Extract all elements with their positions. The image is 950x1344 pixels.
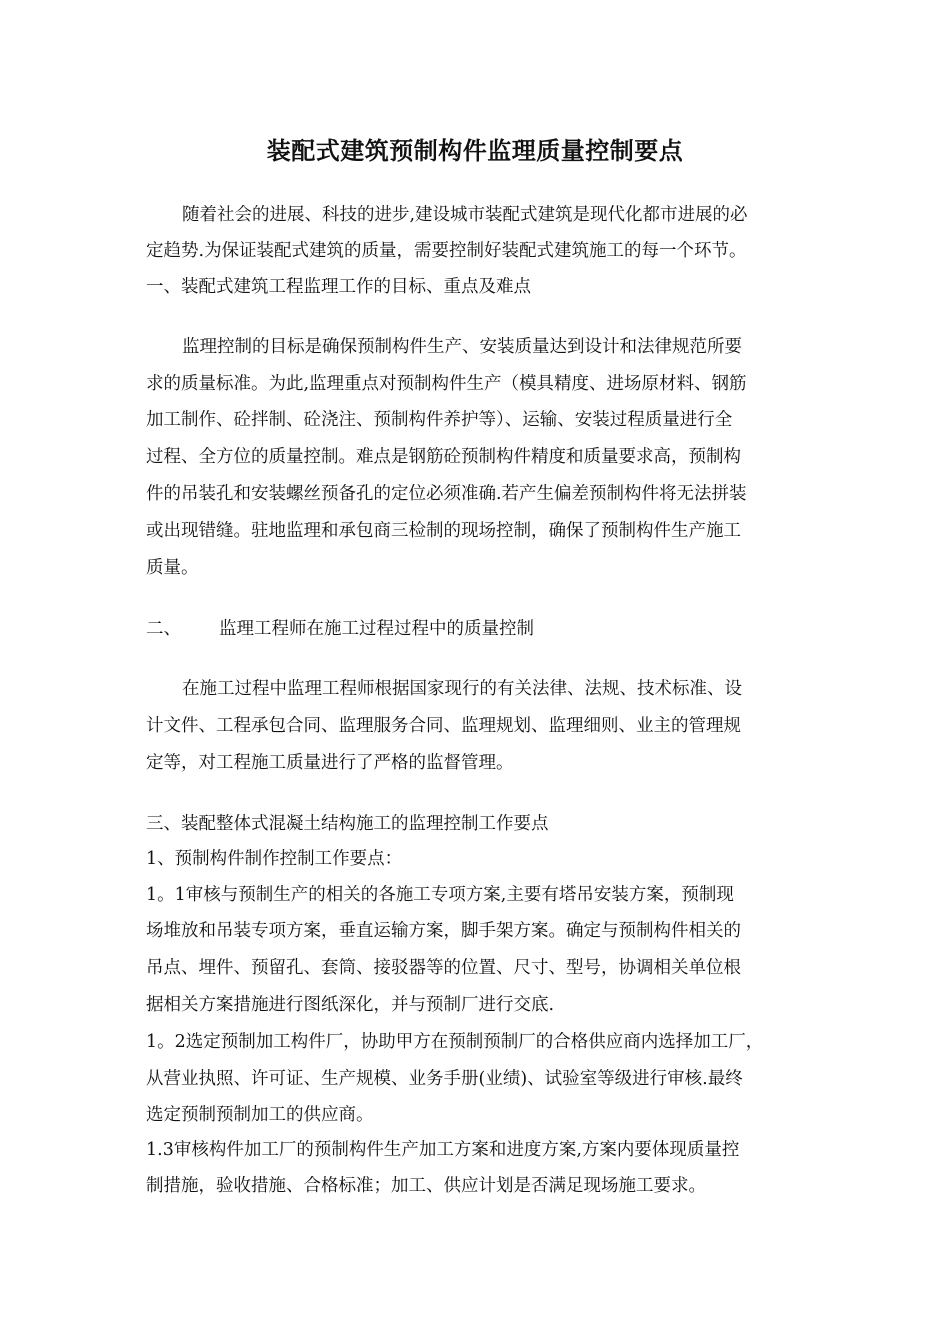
section1-heading: 一、装配式建筑工程监理工作的目标、重点及难点 bbox=[146, 277, 531, 297]
item-1-3-line: 1.3审核构件加工厂的预制构件生产加工方案和进度方案,方案内要体现质量控 bbox=[146, 1140, 740, 1160]
item-1-1-line: 据相关方案措施进行图纸深化，并与预制厂进行交底. bbox=[146, 995, 555, 1015]
intro-line-2: 定趋势.为保证装配式建筑的质量，需要控制好装配式建筑施工的每一个环节。 bbox=[146, 241, 747, 261]
item-1-2-line: 选定预制预制加工的供应商。 bbox=[146, 1105, 374, 1125]
section1-paragraph-line: 或出现错缝。驻地监理和承包商三检制的现场控制，确保了预制构件生产施工 bbox=[146, 521, 741, 541]
item-1-3-line: 制措施，验收措施、合格标准；加工、供应计划是否满足现场施工要求。 bbox=[146, 1176, 706, 1196]
section2-number: 二、 bbox=[146, 619, 181, 639]
section2-paragraph-line: 定等，对工程施工质量进行了严格的监督管理。 bbox=[146, 753, 514, 773]
document-title: 装配式建筑预制构件监理质量控制要点 bbox=[266, 137, 684, 165]
item-1-2-line: 从营业执照、许可证、生产规模、业务手册(业绩)、试验室等级进行审核.最终 bbox=[146, 1069, 743, 1089]
section1-paragraph-line: 质量。 bbox=[146, 558, 199, 578]
item-1-1-line: 1。1审核与预制生产的相关的各施工专项方案,主要有塔吊安装方案，预制现 bbox=[146, 885, 734, 905]
section1-paragraph-line: 求的质量标准。为此,监理重点对预制构件生产（模具精度、进场原材料、钢筋 bbox=[146, 374, 747, 394]
section2-paragraph-line: 在施工过程中监理工程师根据国家现行的有关法律、法规、技术标准、设 bbox=[182, 679, 742, 699]
section3-heading: 三、装配整体式混凝土结构施工的监理控制工作要点 bbox=[146, 814, 549, 834]
section2-paragraph-line: 计文件、工程承包合同、监理服务合同、监理规划、监理细则、业主的管理规 bbox=[146, 716, 741, 736]
section1-paragraph-line: 件的吊装孔和安装螺丝预备孔的定位必须准确.若产生偏差预制构件将无法拼装 bbox=[146, 484, 747, 504]
section1-paragraph-line: 加工制作、砼拌制、砼浇注、预制构件养护等）、运输、安装过程质量进行全 bbox=[146, 410, 733, 430]
section1-paragraph-line: 过程、全方位的质量控制。难点是钢筋砼预制构件精度和质量要求高，预制构 bbox=[146, 447, 741, 467]
item-1-1-line: 场堆放和吊装专项方案，垂直运输方案，脚手架方案。确定与预制构件相关的 bbox=[146, 921, 741, 941]
section2-heading-text: 监理工程师在施工过程过程中的质量控制 bbox=[219, 619, 534, 639]
item-1-2-line: 1。2选定预制加工构件厂，协助甲方在预制预制厂的合格供应商内选择加工厂， bbox=[146, 1032, 764, 1052]
section1-paragraph-line: 监理控制的目标是确保预制构件生产、安装质量达到设计和法律规范所要 bbox=[182, 337, 742, 357]
section2-heading bbox=[146, 616, 816, 642]
item-1-1-line: 吊点、埋件、预留孔、套筒、接驳器等的位置、尺寸、型号，协调相关单位根 bbox=[146, 958, 741, 978]
intro-line-1: 随着社会的进展、科技的进步,建设城市装配式建筑是现代化都市进展的必 bbox=[182, 205, 748, 225]
section3-subheading: 1、预制构件制作控制工作要点： bbox=[146, 849, 403, 869]
